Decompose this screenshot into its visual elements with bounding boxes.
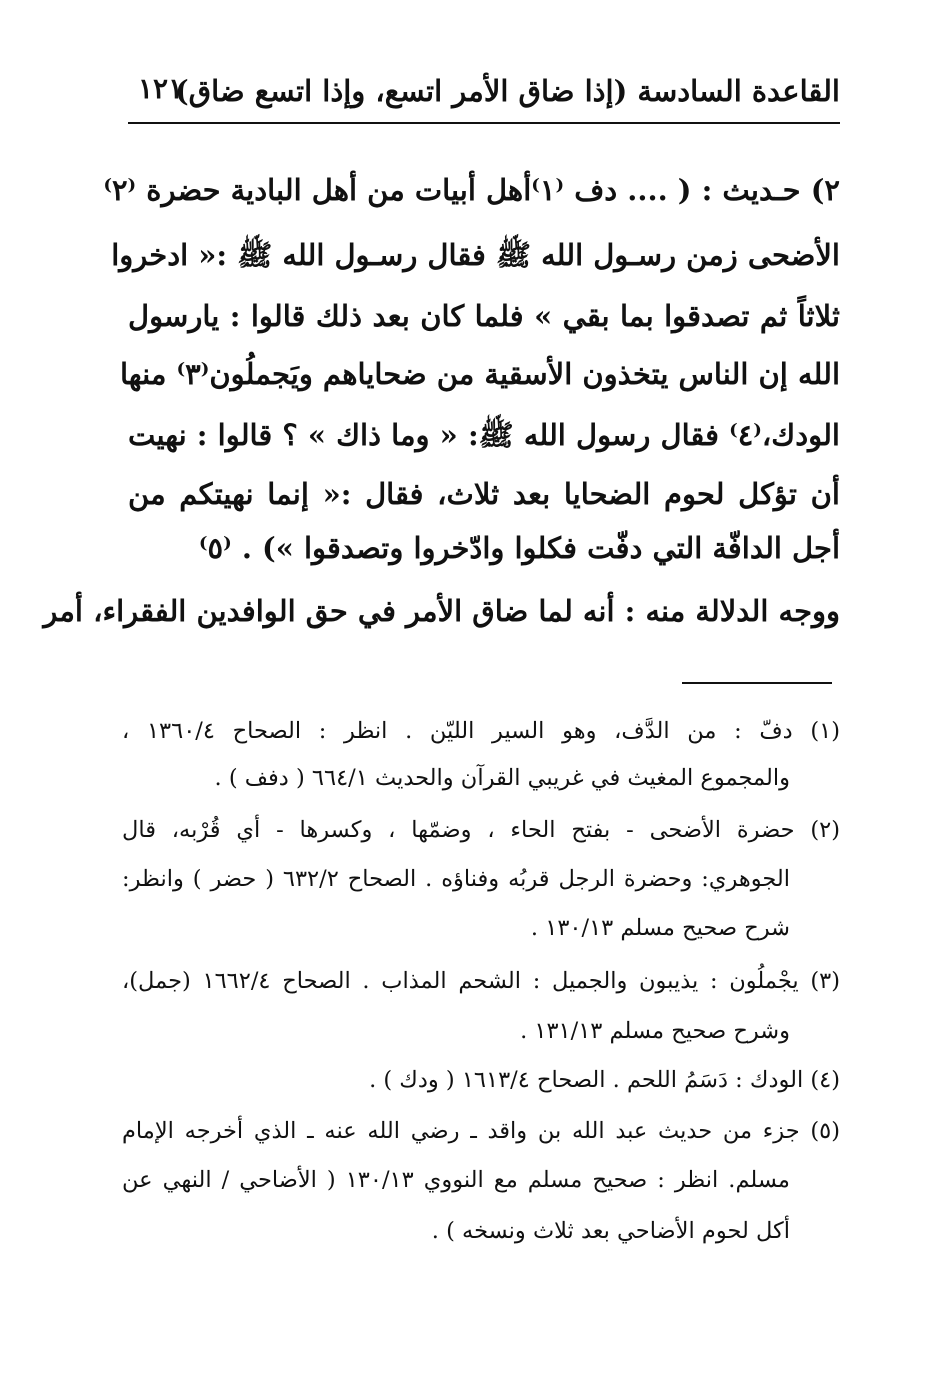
body-line: الله إن الناس يتخذون الأسقية من ضحاياهم ويَجملُون⁽٣⁾ منها [119, 357, 840, 391]
body-line: ووجه الدلالة منه : أنه لما ضاق الأمر في حق الوافدين الفقراء، أمر [43, 594, 840, 628]
body-line: الودك،⁽٤⁾ فقال رسول الله ﷺ: « وما ذاك » ؟ قالوا : نهيت [128, 418, 840, 452]
body-line: أجل الدافّة التي دفّت فكلوا وادّخروا وتصدقوا ») . ⁽٥⁾ [198, 531, 840, 565]
body-line: أن تؤكل لحوم الضحايا بعد ثلاث، فقال :« إنما نهيتكم من [128, 477, 840, 511]
footnote-line: شرح صحيح مسلم ١٣٠/١٣ . [530, 915, 790, 941]
running-title: القاعدة السادسة (إذا ضاق الأمر اتسع، وإذا اتسع ضاق) [174, 74, 840, 108]
footnote-line: (٢) حضرة الأضحى - بفتح الحاء ، وضمّها ، وكسرها - أي قُرْبه، قال [122, 817, 840, 843]
footnote-line: (٤) الودك : دَسَمُ اللحم . الصحاح ١٦١٣/٤ ( ودك ) . [369, 1067, 840, 1093]
page-header [128, 60, 840, 124]
body-line: ٢) حـديث : ( .... دف ⁽١⁾أهل أبيات من أهل البادية حضرة ⁽٢⁾ [103, 173, 840, 207]
footnote-line: (٣) يجْملُون : يذيبون والجميل : الشحم المذاب . الصحاح ١٦٦٢/٤ (جمل)، [122, 968, 840, 994]
footnote-line: (٥) جزء من حديث عبد الله بن واقد ـ رضي الله عنه ـ الذي أخرجه الإمام [122, 1118, 840, 1144]
page-number: ١٢١ [138, 72, 184, 105]
footnote-line: والمجموع المغيث في غريبي القرآن والحديث ٦٦٤/١ ( دفف ) . [214, 765, 790, 791]
footnote-line: الجوهري: وحضرة الرجل قربُه وفناؤه . الصحاح ٦٣٢/٢ ( حضر ) وانظر: [122, 866, 790, 892]
footnote-line: مسلم. انظر : صحيح مسلم مع النووي ١٣٠/١٣ ( الأضاحي / النهي عن [122, 1167, 790, 1193]
body-line: ثلاثاً ثم تصدقوا بما بقي » فلما كان بعد ذلك قالوا : يارسول [128, 299, 840, 333]
header-rule [128, 122, 840, 124]
footnote-line: أكل لحوم الأضاحي بعد ثلاث ونسخه ) . [431, 1218, 790, 1244]
body-line: الأضحى زمن رسـول الله ﷺ فقال رسـول الله ﷺ :« ادخروا [111, 238, 840, 272]
footnote-separator [682, 682, 832, 684]
footnote-line: وشرح صحيح مسلم ١٣١/١٣ . [520, 1018, 790, 1044]
footnote-line: (١) دفّ : من الدَّف، وهو السير الليّن . انظر : الصحاح ١٣٦٠/٤ ، [122, 718, 841, 744]
